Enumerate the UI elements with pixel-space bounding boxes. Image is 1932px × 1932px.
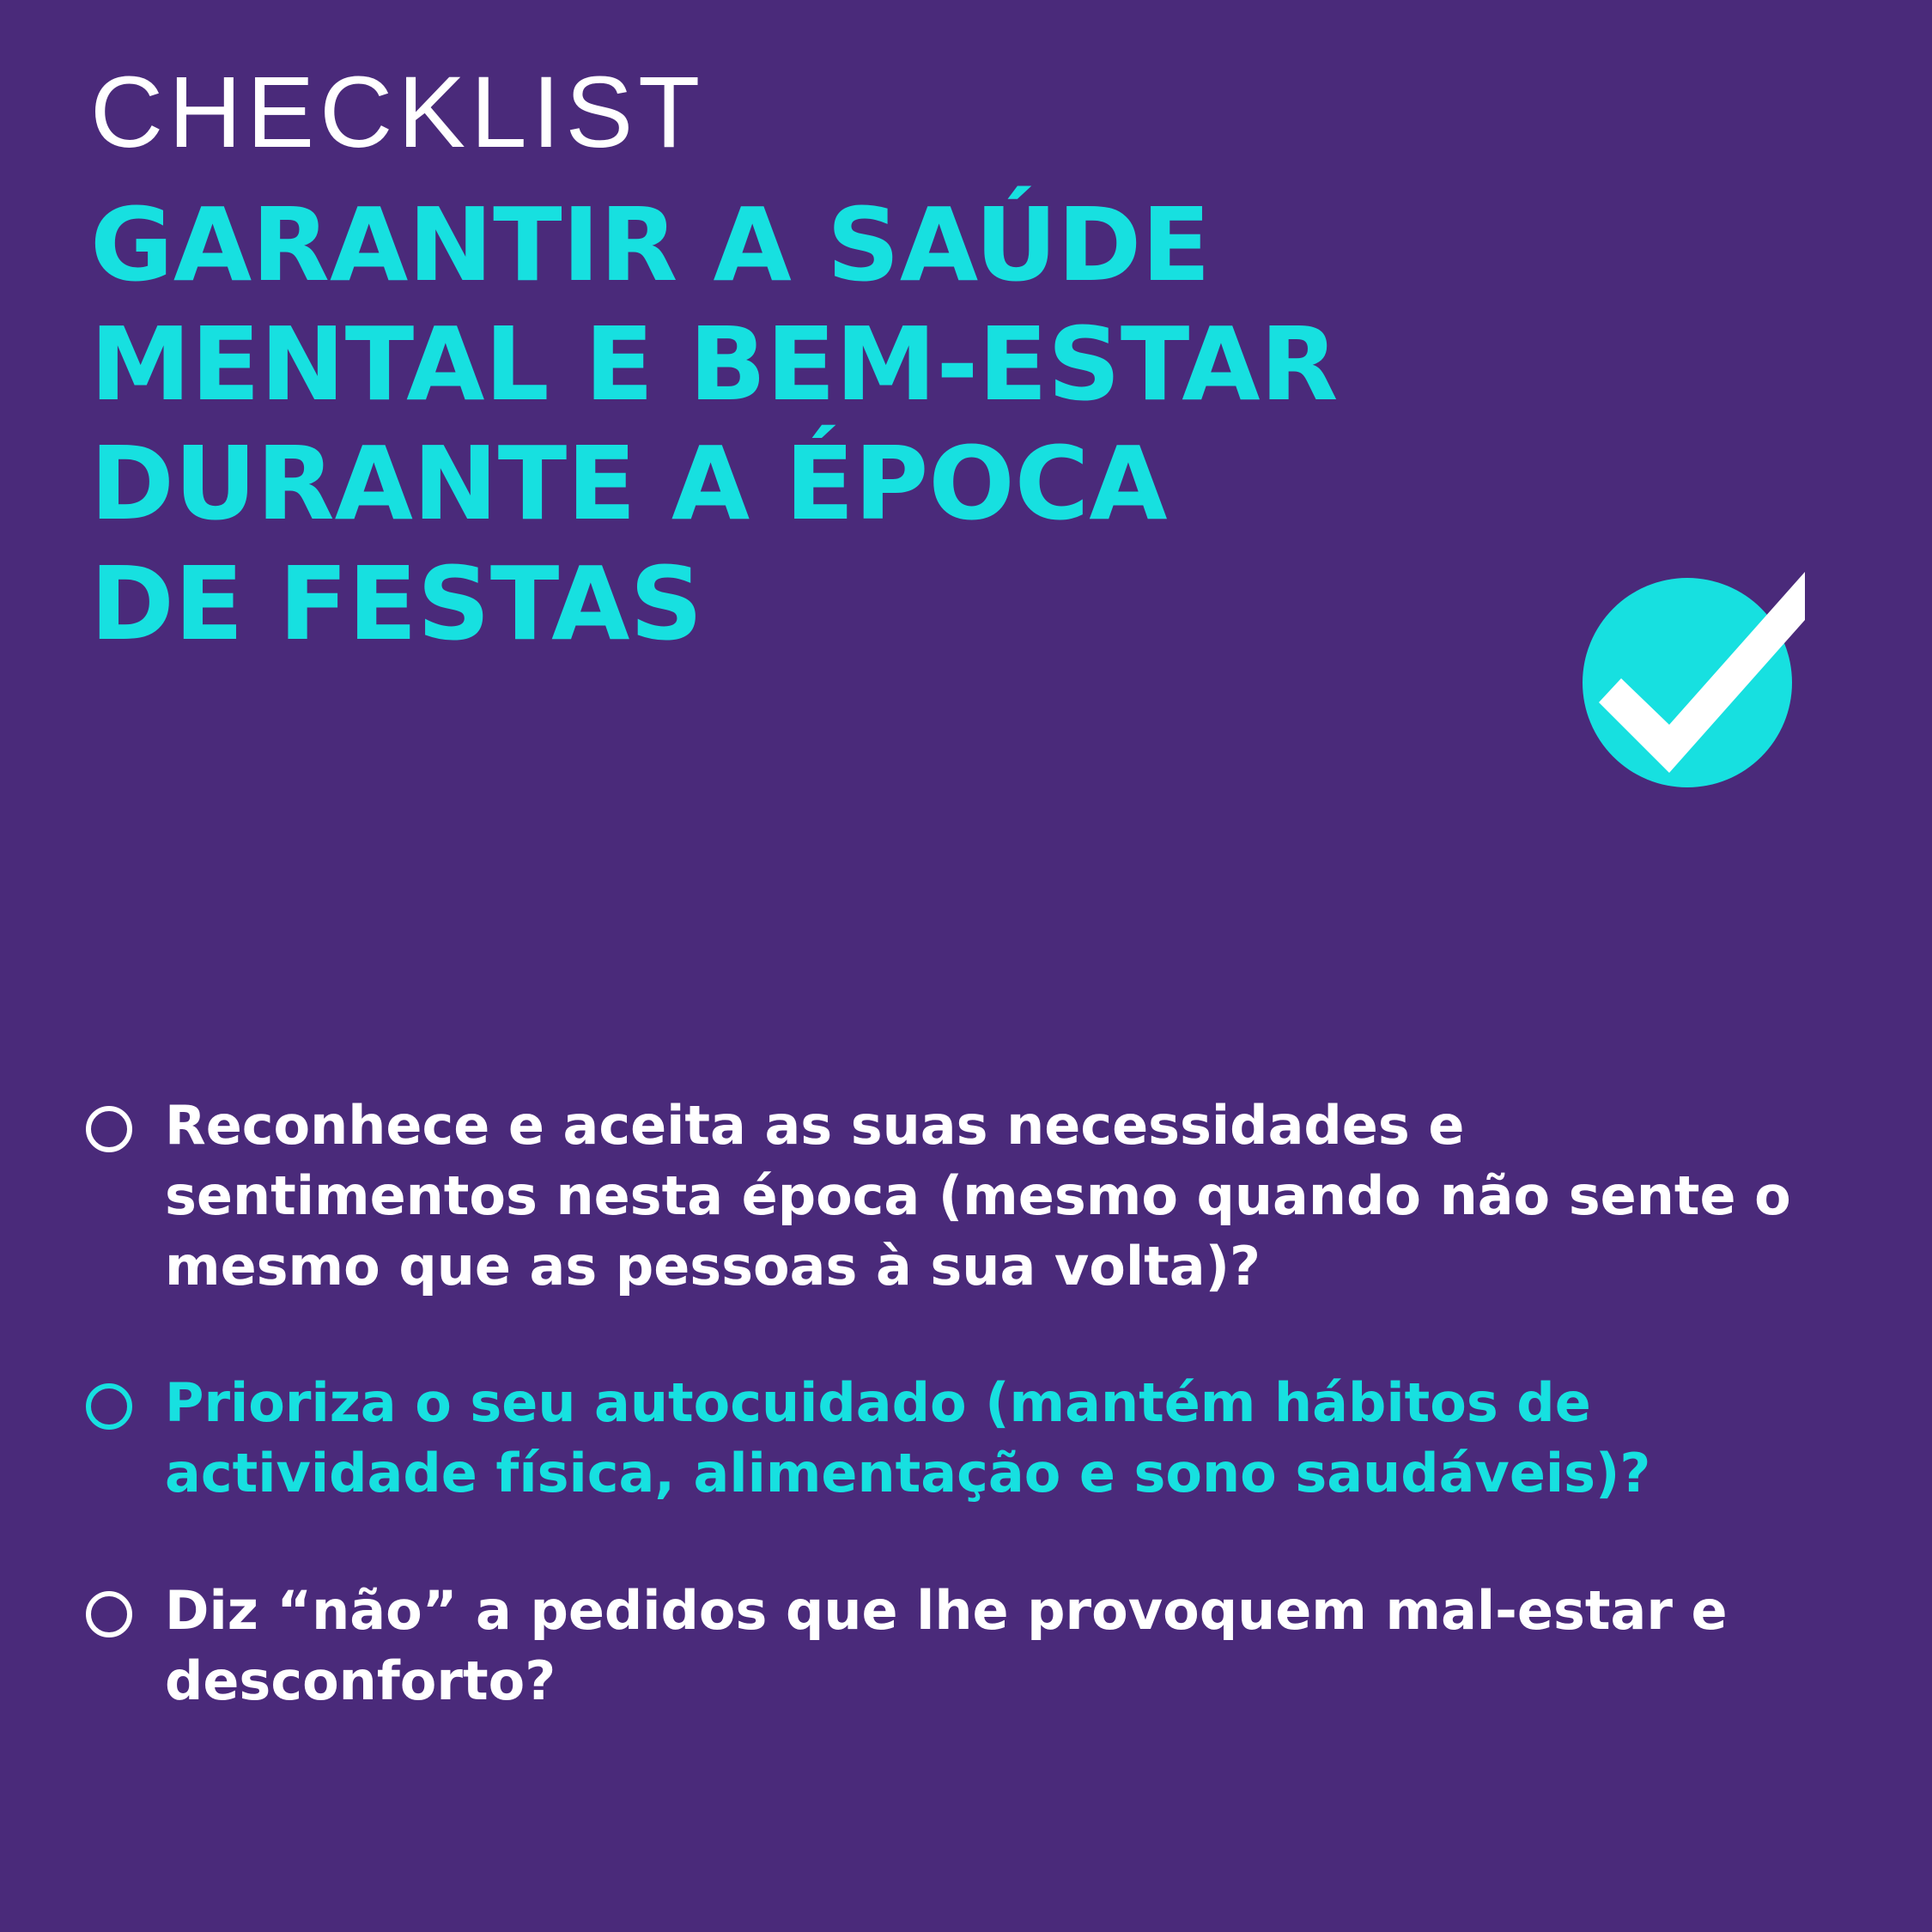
list-item-label: Prioriza o seu autocuidado (mantém hábitos de actividade física, alimentação e sono saudáveis)? (165, 1371, 1651, 1505)
list-item[interactable] (86, 1368, 1855, 1509)
checkbox-circle-icon[interactable] (86, 1591, 132, 1637)
list-item-label: Reconhece e aceita as suas necessidades e sentimentos nesta época (mesmo quando não sente o mesmo que as pessoas à sua volta)? (165, 1094, 1791, 1297)
list-item[interactable] (86, 1576, 1855, 1716)
eyebrow-label: CHECKLIST (90, 56, 706, 169)
checklist-items (86, 1091, 1855, 1716)
headline-line-1: GARANTIR A SAÚDE (90, 185, 1211, 304)
headline-line-4: DE FESTAS (90, 544, 703, 663)
headline-line-2: MENTAL E BEM-ESTAR (90, 305, 1339, 424)
list-item[interactable] (86, 1091, 1855, 1301)
poster-header (90, 56, 1550, 664)
list-item-label: Diz “não” a pedidos que lhe provoquem mal-estar e desconforto? (165, 1579, 1728, 1712)
checkbox-circle-icon[interactable] (86, 1383, 132, 1430)
check-circle-icon (1580, 567, 1803, 790)
checkbox-circle-icon[interactable] (86, 1106, 132, 1152)
page-title (90, 185, 1550, 664)
headline-line-3: DURANTE A ÉPOCA (90, 424, 1168, 544)
